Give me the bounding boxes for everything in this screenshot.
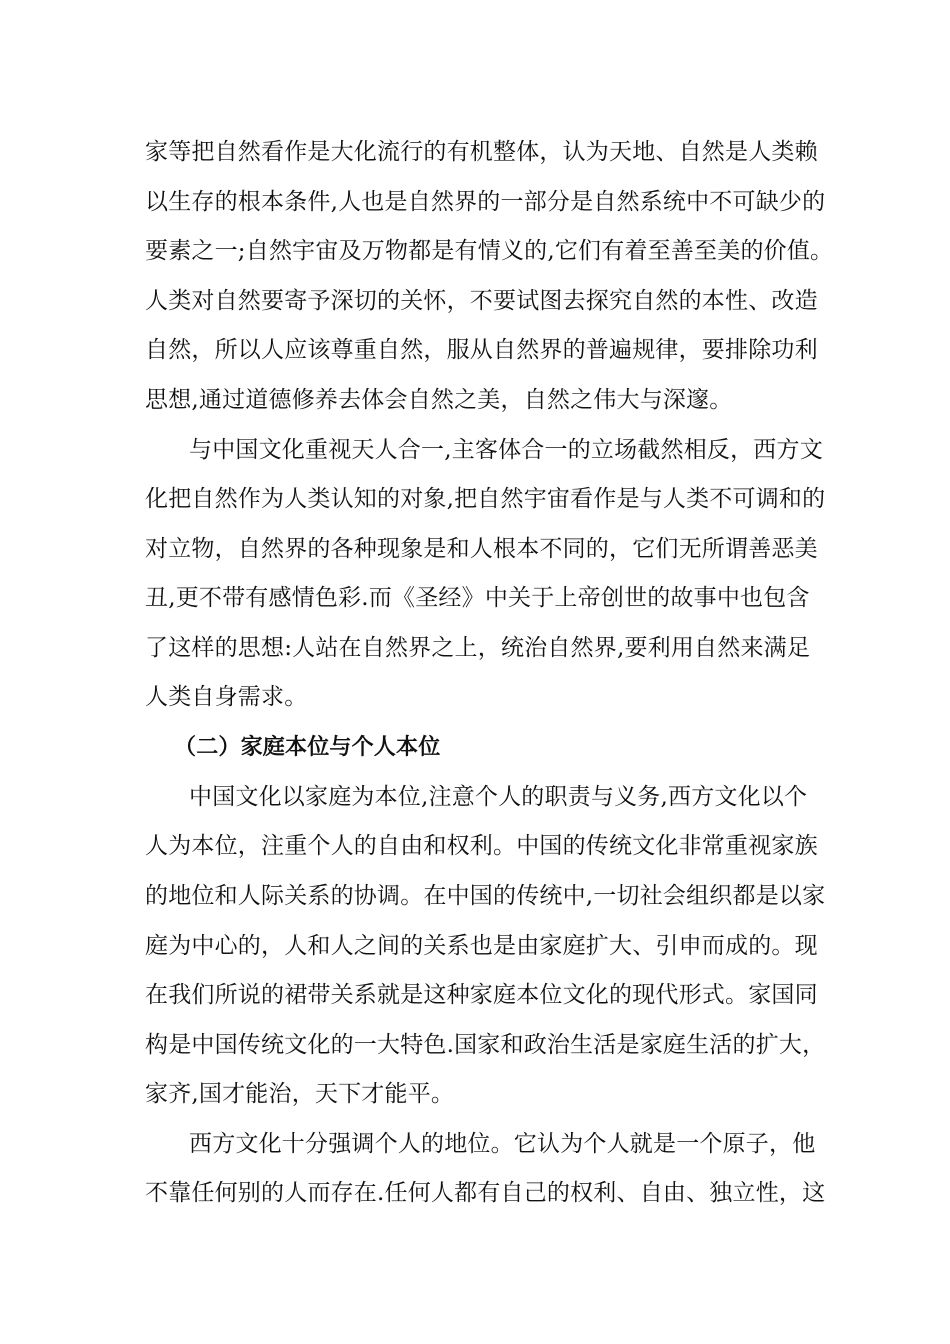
text-line: 人为本位，注重个人的自由和权利。中国的传统文化非常重视家族 — [145, 833, 818, 859]
text-line: 自然，所以人应该尊重自然，服从自然界的普遍规律，要排除功利 — [145, 337, 818, 363]
text-line: 家等把自然看作是大化流行的有机整体，认为天地、自然是人类赖 — [145, 139, 818, 165]
text-line: 人类自身需求。 — [145, 684, 308, 710]
text-line: 西方文化十分强调个人的地位。它认为个人就是一个原子，他 — [189, 1131, 816, 1157]
text-line: 了这样的思想:人站在自然界之上，统治自然界,要利用自然来满足 — [145, 635, 811, 661]
text-line: 庭为中心的，人和人之间的关系也是由家庭扩大、引申而成的。现 — [145, 933, 818, 959]
text-line: 以生存的根本条件,人也是自然界的一部分是自然系统中不可缺少的 — [145, 189, 826, 215]
text-line: 中国文化以家庭为本位,注意个人的职责与义务,西方文化以个 — [189, 784, 808, 810]
text-line: 化把自然作为人类认知的对象,把自然宇宙看作是与人类不可调和的 — [145, 486, 826, 512]
text-line: 不靠任何别的人而存在.任何人都有自己的权利、自由、独立性，这 — [145, 1180, 826, 1206]
text-line: 的地位和人际关系的协调。在中国的传统中,一切社会组织都是以家 — [145, 883, 826, 909]
text-line: 家齐,国才能治，天下才能平。 — [145, 1081, 455, 1107]
text-line: 思想,通过道德修养去体会自然之美，自然之伟大与深邃。 — [145, 387, 733, 413]
text-line: 人类对自然要寄予深切的关怀，不要试图去探究自然的本性、改造 — [145, 288, 818, 314]
text-line: 构是中国传统文化的一大特色.国家和政治生活是家庭生活的扩大， — [145, 1032, 826, 1058]
text-line: 在我们所说的裙带关系就是这种家庭本位文化的现代形式。家国同 — [145, 982, 818, 1008]
text-line: 丑,更不带有感情色彩.而《圣经》中关于上帝创世的故事中也包含 — [145, 585, 810, 611]
text-line: 要素之一;自然宇宙及万物都是有情义的,它们有着至善至美的价值。 — [145, 238, 834, 264]
text-line: 与中国文化重视天人合一,主客体合一的立场截然相反，西方文 — [189, 437, 823, 463]
text-line: 对立物，自然界的各种现象是和人根本不同的，它们无所谓善恶美 — [145, 536, 818, 562]
section-heading: （二）家庭本位与个人本位 — [174, 734, 441, 760]
